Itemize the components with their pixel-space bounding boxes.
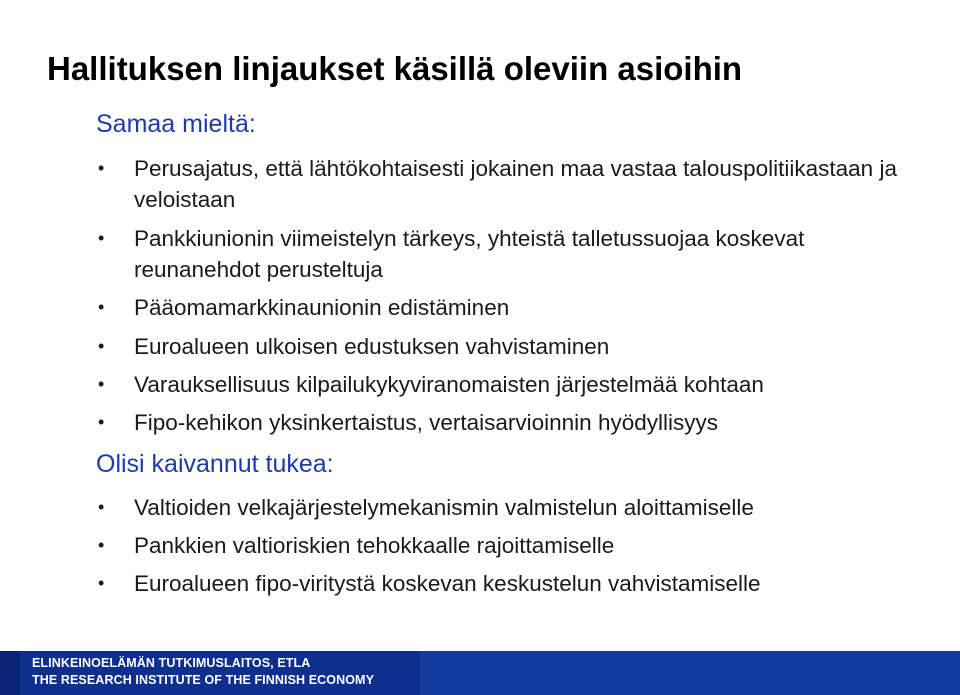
list-item-text: Valtioiden velkajärjestelymekanismin valmistelun aloittamiselle	[134, 495, 754, 520]
list-item-text: Euroalueen fipo-viritystä koskevan keskustelun vahvistamiselle	[134, 571, 761, 596]
list-item	[96, 292, 916, 323]
section-heading-agree: Samaa mieltä:	[96, 110, 256, 138]
footer-accent-right	[420, 651, 960, 695]
list-item	[96, 407, 916, 438]
list-item-text: Pankkien valtioriskien tehokkaalle rajoittamiselle	[134, 533, 615, 558]
bullet-icon: •	[98, 374, 105, 394]
footer-org-name-fi: ELINKEINOELÄMÄN TUTKIMUSLAITOS, ETLA	[32, 656, 311, 670]
section-heading-support: Olisi kaivannut tukea:	[96, 450, 334, 478]
list-item	[96, 369, 916, 400]
bullet-icon: •	[98, 336, 105, 356]
footer-accent-left	[0, 651, 20, 695]
bullet-icon: •	[98, 228, 105, 248]
bullet-icon: •	[98, 573, 105, 593]
list-item	[96, 530, 916, 561]
list-item-text: Varauksellisuus kilpailukykyviranomaisten järjestelmää kohtaan	[134, 372, 764, 397]
slide-title: Hallituksen linjaukset käsillä oleviin asioihin	[47, 50, 743, 87]
list-item-text: Fipo-kehikon yksinkertaistus, vertaisarvioinnin hyödyllisyys	[134, 410, 718, 435]
list-item-text: Pääomamarkkinaunionin edistäminen	[134, 295, 510, 320]
bullet-icon: •	[98, 535, 105, 555]
bullet-icon: •	[98, 158, 105, 178]
bullet-icon: •	[98, 412, 105, 432]
list-item	[96, 153, 916, 215]
list-item	[96, 223, 916, 285]
list-item	[96, 331, 916, 362]
bullet-icon: •	[98, 297, 105, 317]
list-item-text: Perusajatus, että lähtökohtaisesti jokainen maa vastaa talouspolitiikastaan ja veloistaan	[134, 156, 897, 212]
list-item-text: Pankkiunionin viimeistelyn tärkeys, yhteistä talletussuojaa koskevat reunanehdot perusteltuja	[134, 226, 805, 282]
footer-org-name-en: THE RESEARCH INSTITUTE OF THE FINNISH ECONOMY	[32, 673, 375, 687]
list-item-text: Euroalueen ulkoisen edustuksen vahvistaminen	[134, 334, 610, 359]
bullet-icon: •	[98, 497, 105, 517]
list-item	[96, 492, 916, 523]
list-item	[96, 568, 916, 599]
